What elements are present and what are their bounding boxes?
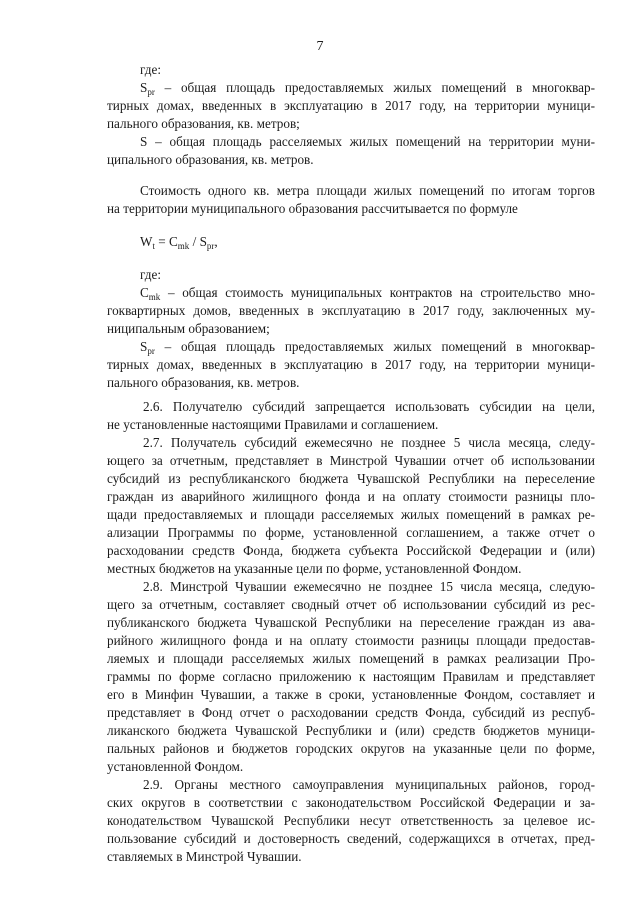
- paragraph-2-9-line: 2.9. Органы местного самоуправления муниципальных районов, город-: [143, 777, 595, 792]
- paragraph-2-8-line: установленной Фондом.: [107, 759, 244, 774]
- definition-spr-line1: $S_{pr}$ – общая площадь предоставляемых жилых помещений в многоквар-: [140, 80, 595, 97]
- page-number: 7: [316, 39, 324, 54]
- paragraph-2-8-line: пальных районов и бюджетов городских округов на указанные цели по форме,: [107, 741, 595, 756]
- definition-spr-line2: тирных домах, введенных в эксплуатацию в 2017 году, на территории муници-: [107, 98, 595, 113]
- paragraph-2-7-line: ющего за отчетным, представляет в Минстрой Чувашии отчет об использовании: [107, 453, 595, 468]
- cost-paragraph-line2: на территории муниципального образования рассчитывается по формуле: [107, 201, 518, 216]
- paragraph-2-7-line: местных бюджетов на указанные цели по форме, установленной Фондом.: [107, 561, 522, 576]
- paragraph-2-8-line: ляемых и площади расселяемых жилых помещений в рамках реализации Про-: [107, 651, 595, 666]
- definition-spr-line3: пального образования, кв. метров;: [107, 116, 300, 131]
- definition-s-line1: S – общая площадь расселяемых жилых помещений на территории муни-: [140, 134, 595, 149]
- definition-cmk-line3: ниципальным образованием;: [107, 321, 270, 336]
- where-label-2: где:: [140, 267, 161, 282]
- cost-paragraph-line1: Стоимость одного кв. метра площади жилых помещений по итогам торгов: [140, 183, 595, 198]
- paragraph-2-8-line: его в Минфин Чувашии, а также в сроки, установленные Фондом, составляет и: [107, 687, 595, 702]
- paragraph-2-7-line: граждан из аварийного жилищного фонда и на оплату стоимости разницы пло-: [107, 489, 595, 504]
- paragraph-2-9-line: ставляемых в Минстрой Чувашии.: [107, 849, 302, 864]
- paragraph-2-8-line: щего за отчетным, составляет сводный отчет об использовании субсидий из рес-: [107, 597, 595, 612]
- definition-spr2-line3: пального образования, кв. метров.: [107, 375, 300, 390]
- paragraph-2-7-line: ализации Программы по форме, установленной соглашением, а также отчет о: [107, 525, 595, 540]
- definition-spr2-line2: тирных домах, введенных в эксплуатацию в 2017 году, на территории муници-: [107, 357, 595, 372]
- paragraph-2-8-line: публиканского бюджета Чувашской Республики на переселение граждан из ава-: [107, 615, 595, 630]
- paragraph-2-8-line: рийного жилищного фонда и на оплату стоимости разницы площади предостав-: [107, 633, 595, 648]
- definition-cmk-line1: $C_{mk}$ – общая стоимость муниципальных контрактов на строительство мно-: [140, 285, 595, 302]
- paragraph-2-8-line: представляет в Фонд отчет о расходовании средств Фонда, субсидий из респуб-: [107, 705, 595, 720]
- formula: $W_t = C_{mk} / S_{pr}$,: [140, 234, 218, 251]
- paragraph-2-7-line: расходовании средств Фонда, бюджета субъекта Российской Федерации и (или): [107, 543, 595, 558]
- paragraph-2-7-line: субсидий из республиканского бюджета Чувашской Республики на переселение: [107, 471, 595, 486]
- paragraph-2-7-line: щади предоставляемых и площади расселяемых жилых помещений в рамках ре-: [107, 507, 595, 522]
- definition-cmk-line2: гоквартирных домов, введенных в эксплуатацию в 2017 году, заключенных му-: [107, 303, 595, 318]
- paragraph-2-6-line: 2.6. Получателю субсидий запрещается использовать субсидии на цели,: [143, 399, 595, 414]
- definition-spr2-line1: $S_{pr}$ – общая площадь предоставляемых жилых помещений в многоквар-: [140, 339, 595, 356]
- paragraph-2-8-line: 2.8. Минстрой Чувашии ежемесячно не позднее 15 числа месяца, следую-: [143, 579, 595, 594]
- where-label: где:: [140, 62, 161, 77]
- paragraph-2-7-line: 2.7. Получатель субсидий ежемесячно не позднее 5 числа месяца, следу-: [143, 435, 595, 450]
- paragraph-2-8-line: граммы по форме согласно приложению к настоящим Правилам и представляет: [107, 669, 595, 684]
- paragraph-2-9-line: конодательством Чувашской Республики несут ответственность за целевое ис-: [107, 813, 595, 828]
- paragraph-2-9-line: ских округов в соответствии с законодательством Российской Федерации и за-: [107, 795, 595, 810]
- paragraph-2-9-line: пользование субсидий и достоверность сведений, содержащихся в отчетах, пред-: [107, 831, 595, 846]
- definition-s-line2: ципального образования, кв. метров.: [107, 152, 314, 167]
- paragraph-2-8-line: ликанского бюджета Чувашской Республики и (или) средств бюджетов муници-: [107, 723, 595, 738]
- paragraph-2-6-line: не установленные настоящими Правилами и соглашением.: [107, 417, 439, 432]
